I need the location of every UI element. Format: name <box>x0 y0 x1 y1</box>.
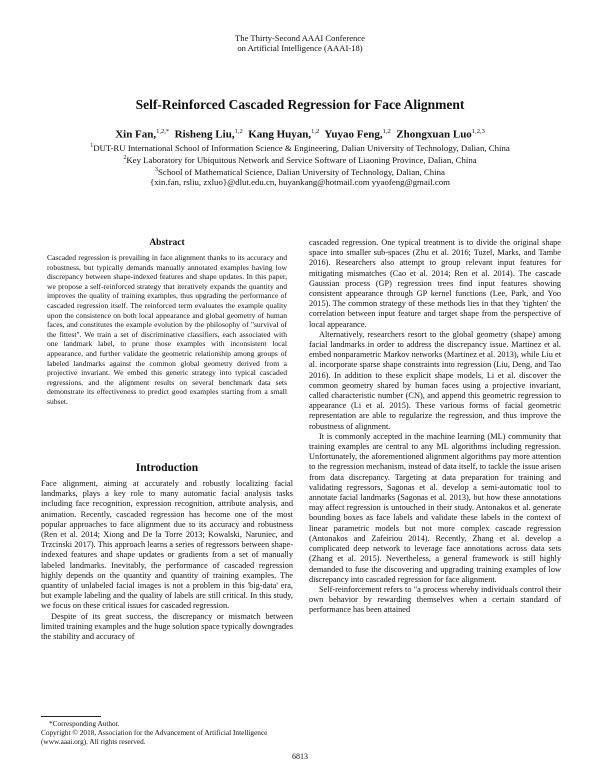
footnote <box>41 719 293 746</box>
right-paragraph-1: cascaded regression. One typical treatment is to divide the original shape space into smaller sub-spaces (Zhu et al. 2016; Tuzel, Marks, and Tambe 2016). Researchers also attempt to group relevant input features for mitigating mismatches (Cao et al. 2014; Ren et al. 2014). The cascade Gaussian process (GP) regression trees find input features showing consistent appearance through GP kernel functions (Lee, Park, and Yoo 2015). The common strategy of these methods lies in that they 'tighten' the correlation between input feature and target shape from the perspective of local appearance. <box>309 238 561 329</box>
affiliation-marker: 2 <box>123 155 127 161</box>
page-number: 6813 <box>292 752 308 761</box>
author-affil: 1,2,* <box>156 128 170 135</box>
affiliation-marker: 3 <box>155 167 159 173</box>
author-name: Zhongxuan Luo <box>396 128 472 141</box>
affiliation-text: School of Mathematical Science, Dalian University of Technology, Dalian, China <box>158 166 445 177</box>
corresponding-author-note: *Corresponding Author. <box>49 719 120 728</box>
affiliation-text: DUT-RU International School of Information Science & Engineering, Dalian University of Technology, Dalian, China <box>93 142 510 153</box>
author-affil: 1,2,3 <box>471 128 485 135</box>
conference-line-1: The Thirty-Second AAAI Conference <box>235 33 365 43</box>
introduction-body <box>41 479 293 642</box>
introduction-heading: Introduction <box>135 462 199 474</box>
author-name: Kang Huyan, <box>248 128 312 141</box>
affiliation-text: Key Laboratory for Ubiquitous Network and Service Software of Liaoning Province, Dalian, China <box>126 154 477 165</box>
affiliation-marker: 1 <box>90 143 94 149</box>
conference-header <box>0 33 600 53</box>
affiliation-2 <box>0 153 600 166</box>
intro-paragraph-1: Face alignment, aiming at accurately and robustly localizing facial landmarks, plays a key role to many automatic facial analysis tasks including face recognition, expression recognition, attribute analysis, and animation. Recently, cascaded regression has become one of the most popular approaches to face alignment due to its accuracy and robustness (Ren et al. 2014; Xiong and De la Torre 2013; Kowalski, Naruniec, and Trzcinski 2017). This approach learns a series of regressors between shape-indexed features and shape updates or gradients from a set of manually labeled landmarks. Inevitably, the performance of cascaded regression highly depends on the quantity and quantity of training examples. The quantity of unlabeled facial images is not a problem in this 'big-data' era, but example labeling and the quality of labels are still critical. In this study, we focus on these critical issues for cascaded regression. <box>41 479 293 611</box>
right-paragraph-2: Alternatively, researchers resort to the global geometry (shape) among facial landmarks in order to address the discrepancy issue. Martinez et al. embed nonparametric Markov networks (Martinez et al. 2013), while Liu et al. incorporate sparse shape constraints into regression (Liu, Deng, and Tao 2016). In addition to these explicit shape models, Li et al. discover the common geometry shared by human faces using a projective invariant, called characteristic number (CN), and append this geometric regression to appearance (Li et al. 2015). These various forms of facial geometric representation are able to regularize the regression, and thus improve the robustness of alignment. <box>309 329 561 431</box>
right-paragraph-3: It is commonly accepted in the machine learning (ML) community that training examples are central to any ML algorithms including regression. Unfortunately, the aforementioned alignment algorithms pay more attention to the regression mechanism, instead of data itself, to tackle the issue arisen from data discrepancy. Targeting at data preparation for training and validating regressors, Sagonas et al. develop a semi-automatic tool to annotate facial landmarks (Sagonas et al. 2013), but how these annotations may affect regression is untouched in their study. Antonakos et al. generate bounding boxes as face labels and validate these labels in the context of linear parametric models but not more complex cascade regression (Antonakos and Zafeiriou 2014). Recently, Zhang et al. develop a complicated deep network to leverage face annotations across data sets (Zhang et al. 2015). Nevertheless, a general framework is still highly demanded to fuse the discovering and upgrading training examples of low discrepancy into cascaded regression for face alignment. <box>309 431 561 584</box>
author-affil: 1,2 <box>382 128 391 135</box>
abstract-heading: Abstract <box>149 238 185 248</box>
paper-title: Self-Reinforced Cascaded Regression for Face Alignment <box>135 97 465 112</box>
author-name: Yuyao Feng, <box>324 128 383 141</box>
author-name: Risheng Liu, <box>174 128 235 141</box>
author-name: Xin Fan, <box>115 128 157 141</box>
author-list <box>0 128 600 141</box>
footnote-rule <box>41 716 101 717</box>
right-paragraph-4: Self-reinforcement refers to "a process whereby individuals control their own behavior by rewarding themselves when a certain standard of performance has been attained <box>309 584 561 615</box>
affiliation-3 <box>0 165 600 178</box>
intro-paragraph-2: Despite of its great success, the discrepancy or mismatch between limited training examples and the huge solution space typically downgrades the stability and accuracy of <box>41 611 293 642</box>
author-affil: 1,2 <box>234 128 243 135</box>
abstract-text: Cascaded regression is prevailing in face alignment thanks to its accuracy and robustness, but typically demands manually annotated examples having low discrepancy between shape-indexed features and shape updates. In this paper, we propose a self-reinforced strategy that iteratively expands the quantity and improves the quality of training examples, thus upgrading the performance of cascaded regression itself. The reinforced term evaluates the example quality upon the consistence on both local appearance and global geometry of human faces, and constitutes the example evolution by the philosophy of "survival of the fittest". We train a set of discriminative classifiers, each associated with one landmark label, to prune those examples with inconsistent local appearance, and further validate the geometric relationship among groups of labeled landmarks against the common global geometry derived from a projective invariant. We embed this generic strategy into typical cascaded regressions, and the alignment results on several benchmark data sets demonstrate its effectiveness to predict good examples starting from a small subset. <box>47 253 287 406</box>
copyright-note: Copyright © 2018, Association for the Advancement of Artificial Intelligence (www.aaai.org). All rights reserved. <box>41 728 268 746</box>
affiliation-1 <box>0 141 600 154</box>
right-column-body <box>309 238 561 616</box>
author-emails: {xin.fan, rsliu, zxluo}@dlut.edu.cn, huyankang@hotmail.com yyaofeng@gmail.com <box>149 177 450 187</box>
author-affil: 1,2 <box>311 128 320 135</box>
conference-line-2: on Artificial Intelligence (AAAI-18) <box>237 43 363 53</box>
